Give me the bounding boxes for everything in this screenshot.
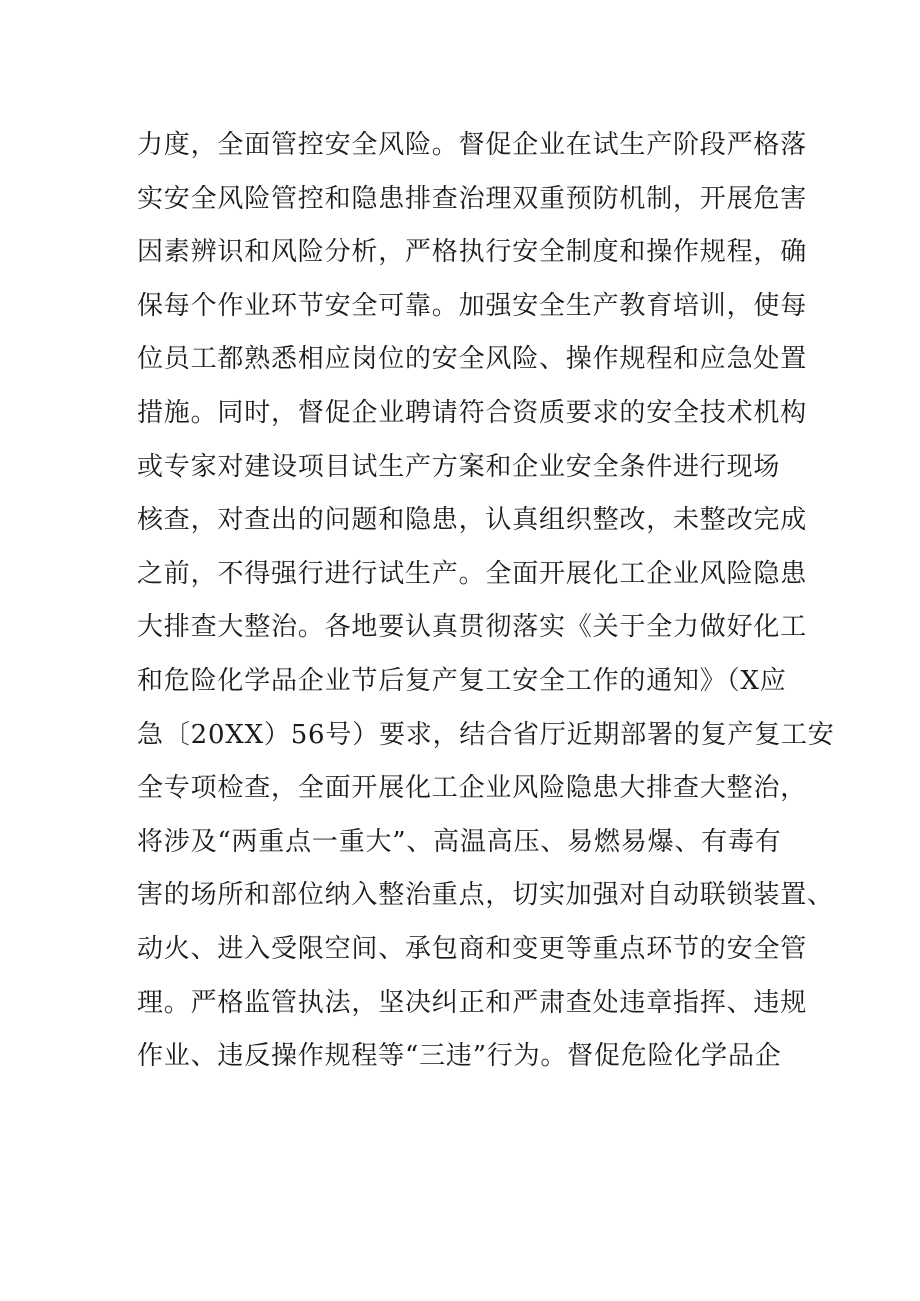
text-line: 急〔20XX）56号）要求，结合省厅近期部署的复产复工安: [137, 719, 835, 750]
text-line: 将涉及“两重点一重大”、高温高压、易燃易爆、有毒有: [137, 826, 782, 857]
text-line: 保每个作业环节安全可靠。加强安全生产教育培训，使每: [137, 290, 808, 321]
text-line: 和危险化学品企业节后复产复工安全工作的通知》（X应: [137, 665, 787, 696]
text-line: 作业、违反操作规程等“三违”行为。督促危险化学品企: [137, 1041, 782, 1072]
text-line: 实安全风险管控和隐患排查治理双重预防机制，开展危害: [137, 183, 808, 214]
text-line: 之前，不得强行进行试生产。全面开展化工企业风险隐患: [137, 558, 808, 589]
text-line: 理。严格监管执法，坚决纠正和严肃查处违章指挥、违规: [137, 987, 808, 1018]
text-line: 大排查大整治。各地要认真贯彻落实《关于全力做好化工: [137, 612, 808, 643]
text-line: 因素辨识和风险分析，严格执行安全制度和操作规程，确: [137, 237, 808, 268]
text-line: 全专项检查，全面开展化工企业风险隐患大排查大整治，: [137, 773, 808, 804]
text-line: 力度，全面管控安全风险。督促企业在试生产阶段严格落: [137, 130, 808, 160]
text-line: 动火、进入受限空间、承包商和变更等重点环节的安全管: [137, 933, 808, 964]
body-text: [137, 124, 835, 1089]
text-line: 害的场所和部位纳入整治重点，切实加强对自动联锁装置、: [137, 880, 834, 911]
text-line: 位员工都熟悉相应岗位的安全风险、操作规程和应急处置: [137, 344, 808, 375]
text-line: 核查，对查出的问题和隐患，认真组织整改，未整改完成: [137, 505, 808, 536]
text-line: 措施。同时，督促企业聘请符合资质要求的安全技术机构: [137, 397, 808, 428]
text-line: 或专家对建设项目试生产方案和企业安全条件进行现场: [137, 451, 781, 482]
